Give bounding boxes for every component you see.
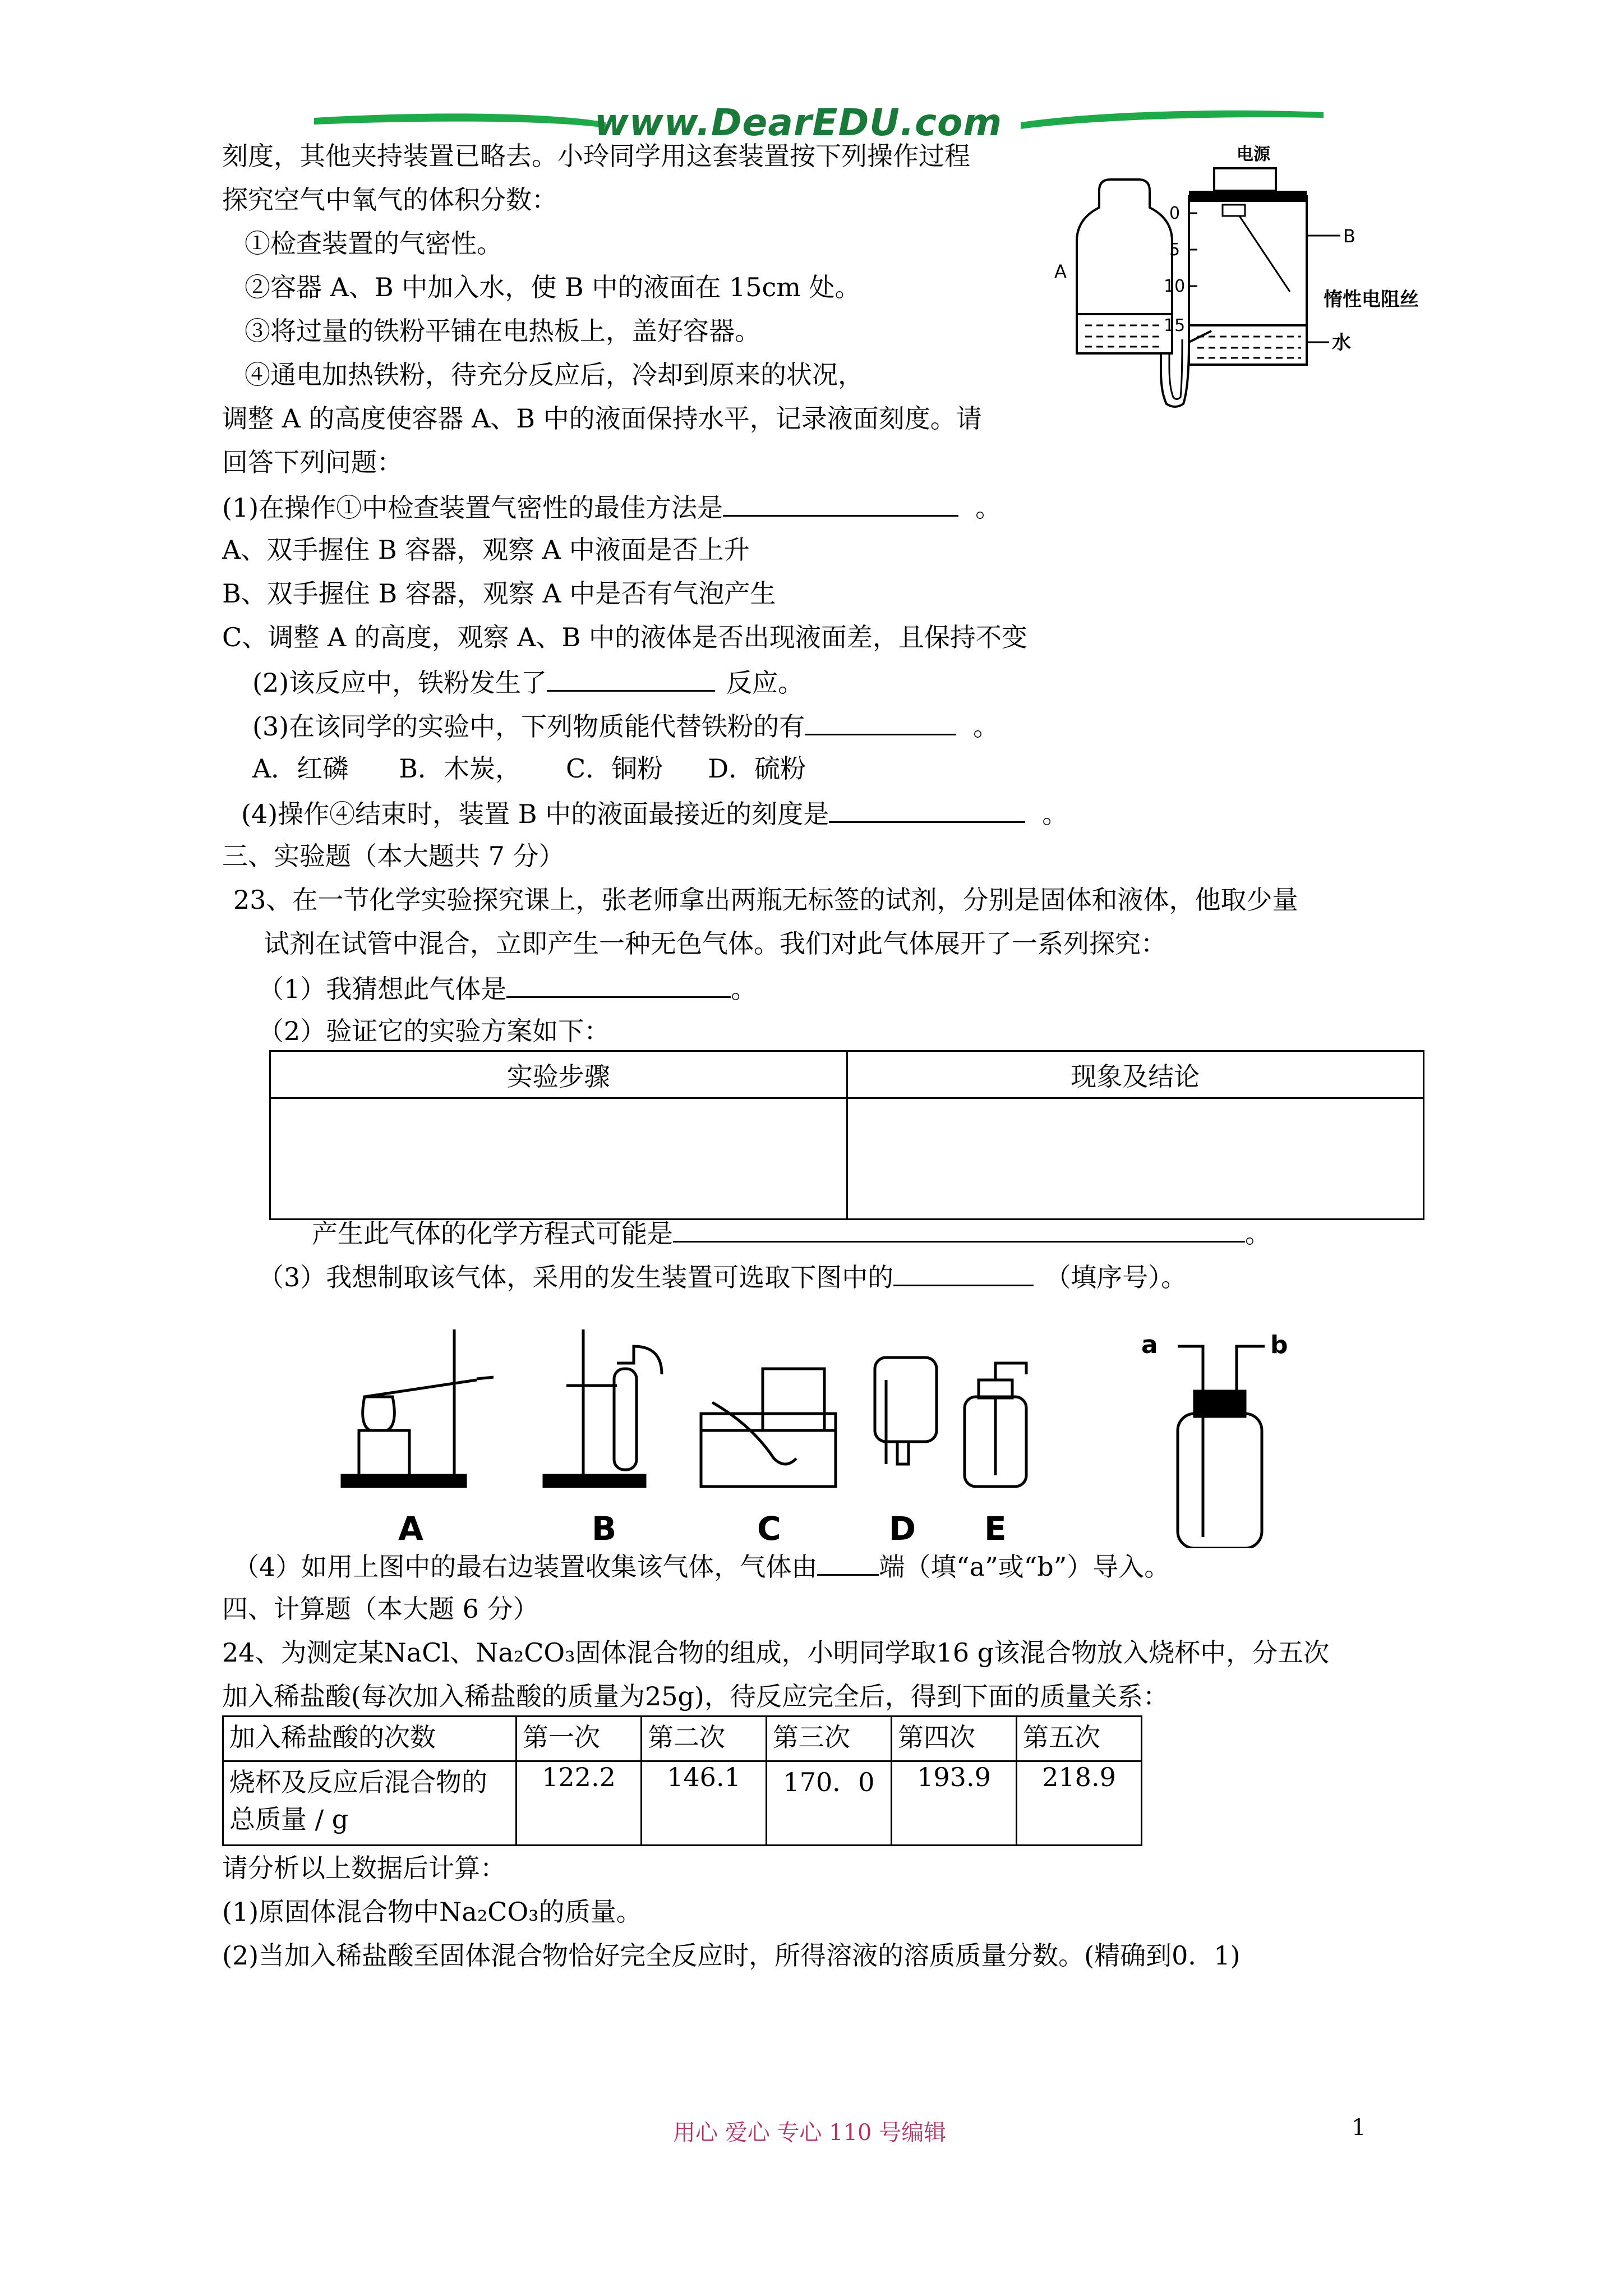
mass-table-col-4: 第四次 — [892, 1717, 1017, 1761]
q23-equation: 产生此气体的化学方程式可能是 。 — [312, 1215, 1271, 1250]
fig-label-c: C — [757, 1510, 781, 1548]
q22-part-3-options: A．红磷 B．木炭， C．铜粉 D．硫粉 — [252, 753, 806, 784]
header-site-logo: www.DearEDU.com — [594, 101, 1003, 144]
mass-table-col-3: 第三次 — [767, 1717, 892, 1761]
port-b-label: b — [1270, 1331, 1288, 1359]
mass-table-row-label-2: 烧杯及反应后混合物的 总质量 / g — [223, 1761, 517, 1846]
section-3-title: 三、实验题（本大题共 7 分） — [222, 841, 565, 871]
footer-text: 用心 爱心 专心 110 号编辑 — [673, 2120, 947, 2146]
answer-blank-1[interactable] — [723, 489, 958, 517]
scale-5: 5 — [1169, 240, 1181, 260]
intro-step-1: ①检查装置的气密性。 — [245, 228, 502, 259]
apparatus-c — [701, 1369, 836, 1487]
scale-15: 15 — [1164, 316, 1186, 335]
fig-label-e: E — [984, 1510, 1007, 1548]
mass-table-col-2: 第二次 — [642, 1717, 767, 1761]
intro-step-4: ④通电加热铁粉，待充分反应后，冷却到原来的状况， — [245, 360, 864, 390]
mass-value-4: 193.9 — [892, 1761, 1017, 1846]
scale-10: 10 — [1164, 277, 1186, 296]
q22-part-1: (1)在操作①中检查装置气密性的最佳方法是 。 — [222, 489, 1001, 524]
water-label: 水 — [1332, 332, 1351, 354]
q22-option-b: B、双手握住 B 容器，观察 A 中是否有气泡产生 — [222, 578, 776, 609]
table-header-steps: 实验步骤 — [270, 1051, 847, 1098]
mass-table — [222, 1715, 1142, 1846]
mass-value-1: 122.2 — [517, 1761, 642, 1846]
power-label: 电源 — [1237, 145, 1270, 164]
q23-part-1: （1）我猜想此气体是 。 — [258, 970, 757, 1006]
mass-value-2: 146.1 — [642, 1761, 767, 1846]
apparatus-e — [965, 1363, 1026, 1487]
apparatus-b — [544, 1329, 662, 1487]
q23-part-4: （4）如用上图中的最右边装置收集该气体，气体由 端（填“a”或“b”）导入。 — [233, 1548, 1170, 1584]
answer-blank-5[interactable] — [506, 970, 731, 998]
fig-label-d: D — [889, 1510, 916, 1548]
q24-after: 请分析以上数据后计算： — [222, 1853, 506, 1883]
q24-line-2: 加入稀盐酸(每次加入稀盐酸的质量为25g)，待反应完全后，得到下面的质量关系： — [222, 1681, 1169, 1711]
q22-option-c: C、调整 A 的高度，观察 A、B 中的液体是否出现液面差，且保持不变 — [222, 622, 1027, 652]
port-a-label: a — [1141, 1331, 1158, 1359]
q23-part-2: （2）验证它的实验方案如下： — [258, 1016, 610, 1046]
answer-blank-7[interactable] — [893, 1259, 1034, 1286]
oxygen-apparatus-figure — [1054, 140, 1424, 454]
mass-table-row-label-1: 加入稀盐酸的次数 — [223, 1717, 517, 1761]
mass-value-3: 170．0 — [767, 1761, 892, 1846]
mass-table-col-1: 第一次 — [517, 1717, 642, 1761]
mass-table-col-5: 第五次 — [1017, 1717, 1142, 1761]
section-4-title: 四、计算题（本大题 6 分） — [222, 1594, 539, 1624]
answer-blank-2[interactable] — [547, 664, 715, 692]
q22-part-3: (3)在该同学的实验中，下列物质能代替铁粉的有 。 — [252, 708, 999, 743]
q24-line-1: 24、为测定某NaCl、Na₂CO₃固体混合物的组成，小明同学取16 g该混合物放入烧杯中，分五次 — [222, 1637, 1330, 1668]
q22-part-4: (4)操作④结束时，装置 B 中的液面最接近的刻度是 。 — [241, 795, 1068, 831]
q24-calc-1: (1)原固体混合物中Na₂CO₃的质量。 — [222, 1897, 642, 1927]
apparatus-a — [342, 1329, 494, 1487]
answer-blank-3[interactable] — [805, 708, 956, 735]
q24-calc-2: (2)当加入稀盐酸至固体混合物恰好完全反应时，所得溶液的溶质质量分数。(精确到0．1) — [222, 1940, 1241, 1971]
q23-line-1: 23、在一节化学实验探究课上，张老师拿出两瓶无标签的试剂，分别是固体和液体，他取少量 — [233, 885, 1298, 915]
page-number: 1 — [1352, 2115, 1366, 2141]
intro-step-3: ③将过量的铁粉平铺在电热板上，盖好容器。 — [245, 316, 760, 346]
experiment-table — [269, 1050, 1424, 1220]
q23-line-2: 试剂在试管中混合，立即产生一种无色气体。我们对此气体展开了一系列探究： — [264, 928, 1166, 959]
intro-line-1: 刻度，其他夹持装置已略去。小玲同学用这套装置按下列操作过程 — [222, 141, 970, 171]
mass-value-5: 218.9 — [1017, 1761, 1142, 1846]
intro-line-7: 调整 A 的高度使容器 A、B 中的液面保持水平，记录液面刻度。请 — [222, 403, 982, 434]
intro-step-2: ②容器 A、B 中加入水，使 B 中的液面在 15cm 处。 — [245, 272, 861, 302]
answer-blank-6[interactable] — [673, 1215, 1245, 1243]
scale-0: 0 — [1169, 204, 1181, 223]
answer-blank-8[interactable] — [817, 1548, 879, 1576]
intro-line-8: 回答下列问题： — [222, 447, 403, 477]
q23-part-3: （3）我想制取该气体，采用的发生装置可选取下图中的 （填序号）。 — [258, 1259, 1187, 1294]
label-b: B — [1343, 226, 1355, 247]
apparatus-d — [875, 1358, 937, 1464]
collection-bottle — [1178, 1346, 1265, 1548]
answer-blank-4[interactable] — [829, 795, 1025, 823]
label-a: A — [1054, 261, 1067, 282]
table-header-results: 现象及结论 — [847, 1051, 1424, 1098]
intro-line-2: 探究空气中氧气的体积分数： — [222, 185, 557, 215]
q22-option-a: A、双手握住 B 容器，观察 A 中液面是否上升 — [222, 535, 750, 565]
fig-label-b: B — [592, 1510, 617, 1548]
table-cell-steps[interactable] — [270, 1098, 847, 1220]
q22-part-2: (2)该反应中，铁粉发生了 反应。 — [252, 664, 804, 700]
wire-label: 惰性电阻丝 — [1324, 288, 1419, 311]
gas-apparatus-figure — [325, 1313, 1380, 1548]
fig-label-a: A — [398, 1510, 423, 1548]
table-cell-results[interactable] — [847, 1098, 1424, 1220]
